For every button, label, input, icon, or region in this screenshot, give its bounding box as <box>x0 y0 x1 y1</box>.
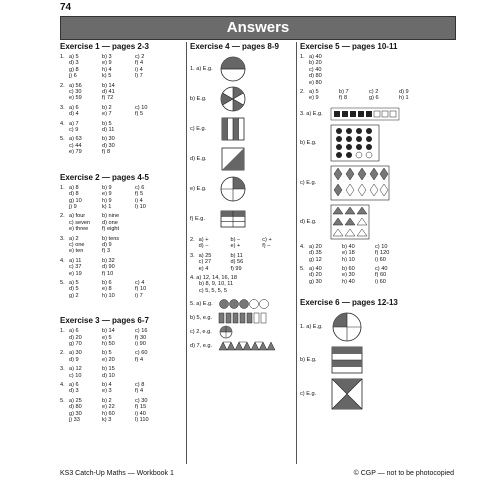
answer-cell: g) 8 <box>69 66 79 73</box>
answer-cell: c) seven <box>69 219 91 226</box>
circle-quarters-diagram <box>218 325 278 339</box>
answer-cell: j) 33 <box>69 417 80 424</box>
column-divider <box>186 42 187 464</box>
answer-cell: e) three <box>69 226 89 233</box>
question-number: 1. <box>300 54 305 60</box>
question-number: 1. <box>60 184 65 191</box>
question-number: 5. <box>60 397 65 404</box>
answer-cell <box>135 248 168 254</box>
exercise-3-title: Exercise 3 — pages 6-7 <box>60 316 149 326</box>
answer-cell: i) 4 <box>135 197 143 204</box>
question-number <box>60 373 69 379</box>
answer-cell: g) 30 <box>69 410 82 417</box>
answer-cell: c) 2 <box>135 54 145 60</box>
question-number <box>60 271 69 277</box>
answer-cell: c) 2 <box>369 89 379 96</box>
answer-cell: b) 6 <box>102 279 112 286</box>
answer-cell: d) – <box>198 243 209 250</box>
column-2 <box>190 42 294 464</box>
answer-cell: g) 30 <box>309 278 322 285</box>
answer-cell: l) 110 <box>135 417 149 424</box>
exercise-6-title: Exercise 6 — pages 12-13 <box>300 298 398 308</box>
answer-cell: b) 7 <box>339 89 349 96</box>
answer-cell <box>135 373 168 379</box>
answer-cell: k) 1 <box>102 203 112 210</box>
question-number: 2. <box>60 82 65 89</box>
answer-4-1c <box>190 114 294 144</box>
column-divider <box>296 42 297 464</box>
answer-cell: a) 30 <box>69 350 82 357</box>
answer-cell: a) 11 <box>69 257 82 264</box>
answer-cell: e) 9 <box>102 191 112 198</box>
page-number: 74 <box>60 2 72 13</box>
question-number: 3. <box>60 366 65 373</box>
answer-cell: f) 4 <box>135 388 144 395</box>
question-number: 4. <box>60 257 65 264</box>
answer-cell: i) 40 <box>135 410 146 417</box>
answer-cell: e) 22 <box>102 404 115 411</box>
answer-cell: b) tens <box>102 235 120 242</box>
answer-4-5b <box>190 311 294 325</box>
answer-cell: f) 5 <box>135 111 144 118</box>
answer-cell: d) 35 <box>309 250 322 257</box>
answer-row <box>60 73 184 79</box>
footer-copyright: © CGP — not to be photocopied <box>353 470 454 477</box>
question-number <box>60 95 69 101</box>
question-number <box>300 95 309 101</box>
answer-cell: c) 16 <box>135 328 148 335</box>
answer-cell: f) 99 <box>230 265 242 272</box>
answer-cell: a) 6 <box>69 104 79 111</box>
answer-cell: k) 3 <box>102 417 112 424</box>
answer-4-5d <box>190 339 294 353</box>
answer-cell: h) 4 <box>102 66 112 73</box>
answer-label: b) E.g. <box>300 357 317 364</box>
answer-text: 4. a) 12, 14, 16, 18 <box>190 275 237 282</box>
fraction-bars <box>218 115 248 143</box>
question-number: 5. <box>60 136 65 143</box>
exercise-4-title: Exercise 4 — pages 8-9 <box>190 42 279 51</box>
answer-row <box>190 266 294 272</box>
answer-cell: c) 4 <box>135 279 145 286</box>
answer-cell: b) 3 <box>102 54 112 60</box>
answer-cell: a) 25 <box>69 397 82 404</box>
answer-cell: d) 30 <box>102 142 115 149</box>
answer-cell: e) ten <box>69 248 84 255</box>
exercise-5-q5 <box>300 266 454 285</box>
answer-cell: e) 9 <box>309 95 319 102</box>
answer-cell: h) 10 <box>102 292 115 299</box>
rectangles-diagram <box>218 312 278 324</box>
answer-4-1b <box>190 84 294 114</box>
answer-cell: c) 10 <box>69 372 82 379</box>
question-number <box>60 73 69 79</box>
question-number: 3. <box>190 252 195 259</box>
answer-row <box>60 341 184 347</box>
question-number <box>300 80 309 86</box>
answer-4-1d <box>190 144 294 174</box>
answer-cell: f) 30 <box>135 334 147 341</box>
triangles-diagram <box>218 340 278 352</box>
answer-label: c) E.g. <box>300 391 317 398</box>
answer-cell: j) 9 <box>69 203 77 210</box>
fraction-circle-half <box>218 55 248 83</box>
answer-cell: h) 1 <box>399 95 409 102</box>
exercise-2-title: Exercise 2 — pages 4-5 <box>60 172 149 182</box>
answer-cell: c) 30 <box>135 397 148 404</box>
answer-cell: i) 60 <box>375 256 386 263</box>
answer-cell: a) 20 <box>309 243 322 250</box>
answer-cell: e) + <box>230 243 241 250</box>
answer-cell <box>135 127 168 133</box>
answer-5-3a <box>300 105 454 123</box>
answer-cell: d) 3 <box>69 388 79 395</box>
answer-cell: a) 6 <box>69 382 79 389</box>
answer-cell: c) 30 <box>69 89 82 96</box>
answer-cell: d) 11 <box>102 127 115 134</box>
circles-diagram <box>218 298 278 310</box>
answer-text: c) 5, 5, 5, 5 <box>199 287 227 294</box>
answer-cell: b) nine <box>102 213 120 220</box>
question-number: 4. <box>300 243 305 250</box>
answer-cell: d) one <box>102 219 118 226</box>
answer-cell: i) 90 <box>135 341 146 347</box>
question-number <box>190 243 199 249</box>
answer-cell: e) 18 <box>342 250 355 257</box>
exercise-1-title: Exercise 1 — pages 2-3 <box>60 42 149 51</box>
answer-text: b) 8, 9, 10, 11 <box>199 281 234 288</box>
question-number: 1. <box>60 54 65 60</box>
answer-cell: f) 3 <box>102 248 111 255</box>
answer-label: f) E.g. <box>190 216 205 222</box>
answer-cell: h) 9 <box>102 197 112 204</box>
exercise-2-answers <box>60 185 184 300</box>
answer-cell: d) 80 <box>309 73 322 80</box>
answer-row <box>60 149 184 155</box>
question-number: 4. <box>60 382 65 389</box>
answer-cell: f) 4 <box>135 60 144 67</box>
answer-cell <box>135 226 168 232</box>
answer-label: e) E.g. <box>190 186 207 192</box>
answer-cell: b) 40 <box>342 243 355 250</box>
answer-6-1a <box>300 310 454 344</box>
answer-row <box>60 417 184 423</box>
answer-cell: a) four <box>69 213 86 220</box>
answer-label: c) 2, e.g. <box>190 329 212 336</box>
question-number: 5. <box>300 266 305 273</box>
fraction-stripes <box>330 345 364 375</box>
answer-cell: a) 63 <box>69 136 82 143</box>
answer-cell: d) 5 <box>69 286 79 293</box>
exercise-1-answers <box>60 54 184 156</box>
exercise-3-answers <box>60 328 184 423</box>
answer-cell: d) 10 <box>102 372 115 379</box>
answer-4-1a <box>190 54 294 84</box>
answer-cell: b) 32 <box>102 257 115 264</box>
answer-cell: h) 10 <box>342 256 355 263</box>
answer-cell: b) 15 <box>102 366 115 373</box>
answer-cell: d) 3 <box>69 60 79 67</box>
answer-row <box>60 111 184 117</box>
answer-cell: d) 8 <box>69 191 79 198</box>
answer-cell: f) 72 <box>102 95 114 102</box>
answer-label: 5. a) E.g. <box>190 301 213 308</box>
answer-4-1f <box>190 204 294 234</box>
answer-cell: d) 20 <box>309 272 322 279</box>
answer-cell <box>262 266 294 272</box>
answer-label: 1. a) E.g. <box>300 324 323 331</box>
answer-cell: e) 4 <box>198 265 209 272</box>
answer-cell: e) 19 <box>69 270 82 277</box>
answer-cell: f) 5 <box>135 191 144 198</box>
question-number <box>60 127 69 133</box>
question-number: 2. <box>60 213 65 220</box>
exercise-4-q3 <box>190 253 294 272</box>
answer-label: b) 5, e.g. <box>190 315 213 322</box>
answer-label: 3. a) E.g. <box>300 110 323 117</box>
answer-label: d) 7, e.g. <box>190 343 213 350</box>
answer-4-5a <box>190 297 294 311</box>
answer-label: b) E.g. <box>190 96 207 102</box>
answer-cell: c) one <box>69 241 85 248</box>
answer-cell: a) 56 <box>69 82 82 89</box>
answer-label: b) E.g. <box>300 139 317 146</box>
answer-cell: d) 9 <box>399 89 409 96</box>
answer-row <box>190 243 294 249</box>
answer-cell <box>135 271 168 277</box>
question-number <box>60 226 69 232</box>
answer-cell: b) 60 <box>342 266 355 273</box>
answer-cell: f) 60 <box>375 272 387 279</box>
answer-cell: d) 9 <box>69 356 79 363</box>
fraction-circle-quarter-6 <box>330 311 364 343</box>
question-number <box>300 279 309 285</box>
answer-cell: h) 50 <box>102 341 115 347</box>
answer-cell: a) 6 <box>69 328 79 335</box>
answer-cell: i) 60 <box>375 278 386 285</box>
answer-cell: d) 41 <box>102 89 115 96</box>
answer-cell: c) 10 <box>135 104 148 111</box>
question-number <box>60 388 69 394</box>
answer-cell: b) 2 <box>102 397 112 404</box>
answer-cell: f) 4 <box>135 356 144 363</box>
answer-cell: g) 2 <box>69 292 79 299</box>
answer-5-3b <box>300 123 454 163</box>
answer-cell <box>342 80 375 86</box>
answer-cell: g) 70 <box>69 341 82 347</box>
answer-cell: a) 25 <box>198 252 212 259</box>
answer-cell: b) 5 <box>102 120 112 127</box>
question-number: 3. <box>60 104 65 111</box>
answer-row <box>60 373 184 379</box>
answer-cell: a) 5 <box>69 54 79 60</box>
answer-cell: c) 60 <box>135 350 148 357</box>
answer-cell: d) 56 <box>230 259 244 266</box>
answer-cell: d) 9 <box>102 241 112 248</box>
exercise-5-q2 <box>300 89 454 102</box>
fraction-circle-sixths <box>218 85 248 113</box>
answer-cell: l) 7 <box>135 73 143 80</box>
answer-cell: b) 11 <box>230 252 243 259</box>
answer-cell: e) 30 <box>342 272 355 279</box>
answer-cell: i) 4 <box>135 66 143 73</box>
answer-cell: h) 60 <box>102 410 115 417</box>
answer-cell <box>135 149 168 155</box>
answer-cell: c) 6 <box>135 184 145 191</box>
diamonds-diagram <box>330 165 390 201</box>
answer-cell: g) 10 <box>69 197 82 204</box>
answer-cell: b) 2 <box>102 104 112 111</box>
footer-workbook: KS3 Catch-Up Maths — Workbook 1 <box>60 470 174 477</box>
question-number: 2. <box>190 237 195 243</box>
question-number <box>60 417 69 423</box>
answer-cell: c) 40 <box>309 66 322 73</box>
exercise-5-q4 <box>300 244 454 263</box>
question-number: 4. <box>60 120 65 127</box>
answer-row <box>60 248 184 254</box>
answer-cell: k) 5 <box>102 73 112 80</box>
question-number <box>190 266 199 272</box>
answer-cell: c) 27 <box>198 259 212 266</box>
answer-cell: e) 80 <box>309 79 322 86</box>
answer-label: c) E.g. <box>300 179 317 186</box>
exercise-4-q2 <box>190 237 294 250</box>
answer-cell: b) 14 <box>102 328 115 335</box>
answer-cell: f) 8 <box>339 95 348 102</box>
answer-cell: d) 80 <box>69 404 82 411</box>
answer-5-3c <box>300 163 454 203</box>
answer-cell: c) 44 <box>69 142 82 149</box>
question-number: 5. <box>60 279 65 286</box>
answer-cell: e) 8 <box>102 286 112 293</box>
answer-cell: b) 9 <box>102 184 112 191</box>
question-number <box>300 257 309 263</box>
column-3 <box>300 42 454 464</box>
fraction-square-diagonal <box>218 145 248 173</box>
column-1 <box>60 42 184 464</box>
answer-cell: g) 6 <box>369 95 379 102</box>
answer-cell: a) + <box>198 237 209 243</box>
fraction-square-cross <box>330 377 364 411</box>
answer-cell: f) eight <box>102 226 120 233</box>
answer-cell: c) + <box>262 237 272 243</box>
answer-cell: a) 5 <box>309 89 319 96</box>
question-number <box>60 341 69 347</box>
answer-cell: e) 20 <box>102 356 115 363</box>
answer-4-5c <box>190 325 294 339</box>
answer-row <box>60 357 184 363</box>
question-number <box>60 149 69 155</box>
question-number <box>60 248 69 254</box>
answer-cell: a) 40 <box>309 266 322 273</box>
answer-cell: f) 120 <box>375 250 390 257</box>
answer-label: c) E.g. <box>190 126 207 132</box>
answer-cell: e) 5 <box>102 334 112 341</box>
answer-cell: e) 79 <box>69 149 82 156</box>
question-number <box>60 357 69 363</box>
exercise-5-title: Exercise 5 — pages 10-11 <box>300 42 398 51</box>
answer-cell: b) 30 <box>102 136 115 143</box>
answer-cell: a) 40 <box>309 54 322 60</box>
answers-banner: Answers <box>60 16 456 40</box>
question-number: 3. <box>60 235 65 242</box>
answer-cell: b) 20 <box>309 60 322 67</box>
answer-cell: e) 7 <box>102 111 112 118</box>
answer-cell: c) 37 <box>69 264 82 271</box>
fraction-grid <box>218 205 248 233</box>
answer-cell: f) 15 <box>135 404 147 411</box>
answer-cell: a) 8 <box>69 184 79 191</box>
answer-label: 1. a) E.g. <box>190 66 213 72</box>
answer-cell: c) 8 <box>135 382 145 389</box>
answer-row <box>60 226 184 232</box>
answer-row <box>60 204 184 210</box>
answer-cell: c) 10 <box>375 243 388 250</box>
answer-row <box>60 127 184 133</box>
answer-cell: j) 6 <box>69 73 77 80</box>
dots-diagram <box>330 124 380 162</box>
answer-row <box>60 95 184 101</box>
answer-cell: e) 3 <box>102 388 112 395</box>
question-number: 1. <box>60 328 65 335</box>
question-number: 2. <box>60 350 65 357</box>
triangles-grid-diagram <box>330 204 370 240</box>
answer-cell: l) 10 <box>135 203 146 210</box>
answer-label: d) E.g. <box>190 156 207 162</box>
answer-cell: e) 59 <box>69 95 82 102</box>
answer-cell: f) 10 <box>102 270 114 277</box>
exercise-5-q1 <box>300 54 454 86</box>
answer-cell: i) 7 <box>135 292 143 299</box>
question-number <box>60 204 69 210</box>
question-number: 2. <box>300 89 305 96</box>
answer-6-1b <box>300 344 454 376</box>
answer-4-1e <box>190 174 294 204</box>
answer-cell: f) – <box>262 243 271 250</box>
answer-row <box>60 388 184 394</box>
answer-cell: a) 12 <box>69 366 82 373</box>
answer-cell: f) 10 <box>135 286 147 293</box>
answer-cell: b) 14 <box>102 82 115 89</box>
answer-cell: b) – <box>230 237 241 243</box>
answer-cell: e) 9 <box>102 60 112 67</box>
answer-cell: d) 4 <box>69 111 79 118</box>
answer-row <box>60 293 184 299</box>
answer-label: d) E.g. <box>300 218 317 225</box>
squares-diagram <box>330 107 400 121</box>
answer-row <box>60 271 184 277</box>
answer-cell: h) 40 <box>342 278 355 285</box>
answer-cell: c) 40 <box>375 266 388 273</box>
answer-5-3d <box>300 203 454 241</box>
answer-cell: b) 4 <box>102 382 112 389</box>
answer-cell: g) 12 <box>309 256 322 263</box>
answer-cell: a) 2 <box>69 235 79 242</box>
answer-cell: a) 7 <box>69 120 79 127</box>
answer-cell: b) 5 <box>102 350 112 357</box>
answer-cell <box>135 95 168 101</box>
answer-cell: a) 5 <box>69 279 79 286</box>
question-number <box>60 111 69 117</box>
answer-cell: d) 20 <box>69 334 82 341</box>
answer-cell: d) 90 <box>102 264 115 271</box>
answer-cell: c) 9 <box>69 127 79 134</box>
fraction-circle-quarter <box>218 175 248 203</box>
answer-6-1c <box>300 376 454 412</box>
answer-cell: f) 8 <box>102 149 111 156</box>
question-number <box>60 293 69 299</box>
